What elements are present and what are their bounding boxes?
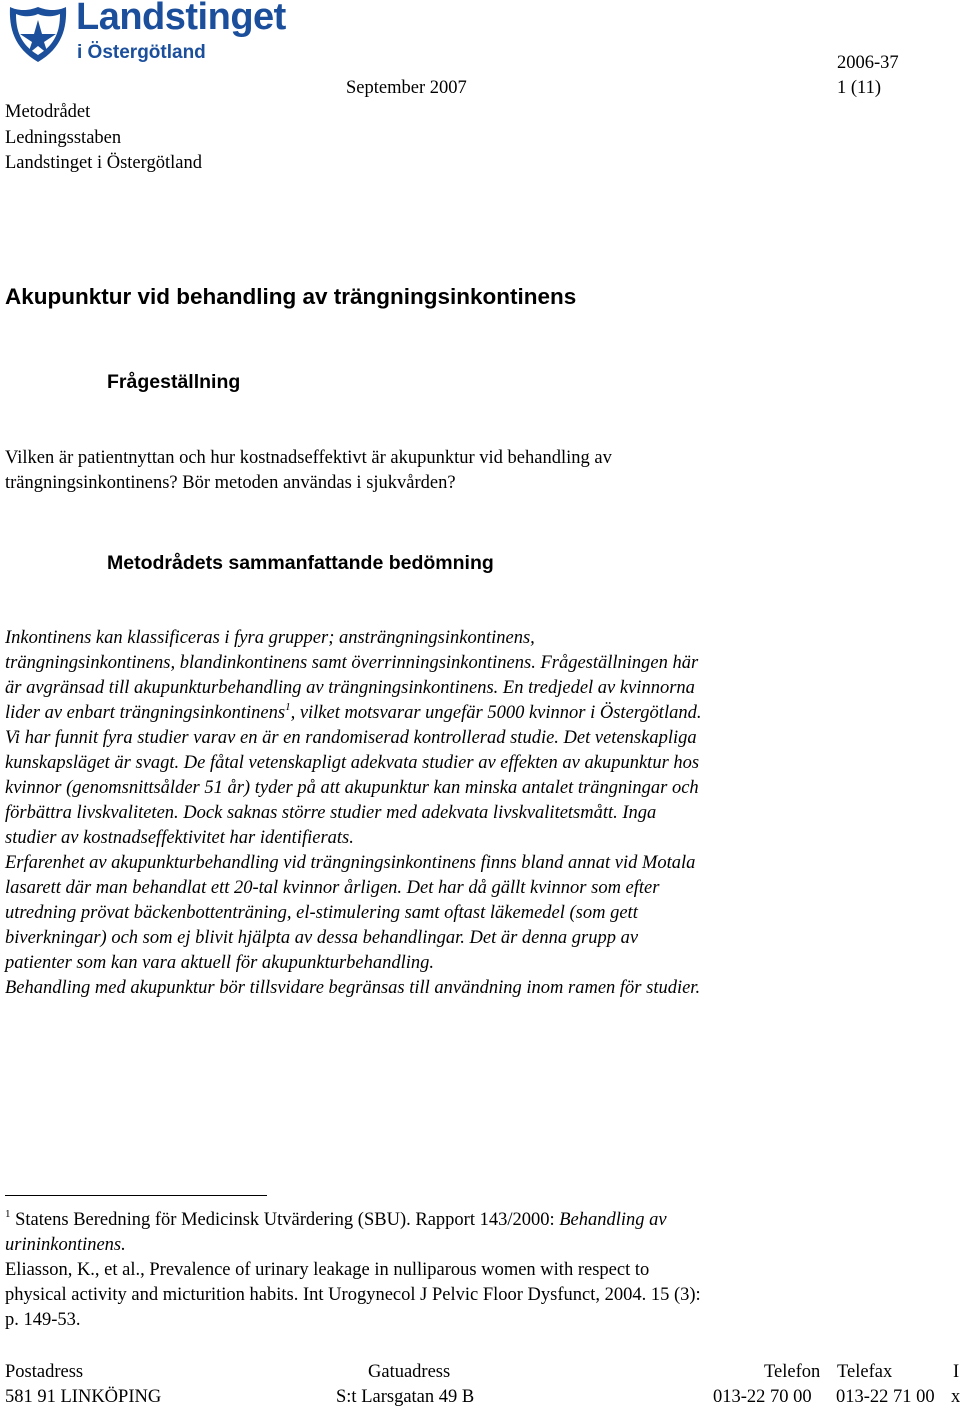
footnote-report-title: Behandling av bbox=[559, 1210, 667, 1230]
question-line: trängningsinkontinens? Bör metoden användas i sjukvården? bbox=[5, 473, 456, 493]
assessment-line: lasarett där man behandlat ett 20-tal kvinnor årligen. Det har då gällt kvinnor som efter bbox=[5, 878, 660, 898]
footnote-line: physical activity and micturition habits. Int Urogynecol J Pelvic Floor Dysfunct, 2004. 15 (3): bbox=[5, 1285, 701, 1305]
footer-label-street: Gatuadress bbox=[368, 1362, 451, 1382]
landstinget-emblem-icon bbox=[6, 4, 70, 64]
page-indicator: 1 (11) bbox=[837, 78, 882, 98]
footer-label-fax: Telefax bbox=[837, 1362, 893, 1382]
footnote-reference[interactable]: 1 bbox=[285, 700, 291, 713]
assessment-line: kunskapsläget är svagt. De fåtal vetenskapligt adekvata studier av effekten av akupunktur hos bbox=[5, 753, 700, 773]
assessment-line: studier av kostnadseffektivitet har identifierats. bbox=[5, 828, 354, 848]
footer-postal-address: 581 91 LINKÖPING bbox=[5, 1387, 162, 1407]
footer-street-address: S:t Larsgatan 49 B bbox=[336, 1387, 475, 1407]
assessment-heading: Metodrådets sammanfattande bedömning bbox=[107, 552, 494, 574]
assessment-line: förbättra livskvaliteten. Dock saknas större studier med adekvata livskvalitetsmått. Inga bbox=[5, 803, 657, 823]
footer-label-postal: Postadress bbox=[5, 1362, 84, 1382]
assessment-line: är avgränsad till akupunkturbehandling av trängningsinkontinens. En tredjedel av kvinnorna bbox=[5, 678, 695, 698]
footnote-text: Statens Beredning för Medicinsk Utvärdering (SBU). Rapport 143/2000: bbox=[10, 1210, 560, 1230]
assessment-line: Erfarenhet av akupunkturbehandling vid trängningsinkontinens finns bland annat vid Motala bbox=[5, 853, 696, 873]
footnote-line: Eliasson, K., et al., Prevalence of urinary leakage in nulliparous women with respect to bbox=[5, 1260, 650, 1280]
assessment-line: kvinnor (genomsnittsålder 51 år) tyder på att akupunktur kan minska antalet trängningar och bbox=[5, 778, 699, 798]
landstinget-logo bbox=[6, 0, 286, 68]
footnote-marker: 1 bbox=[5, 1207, 11, 1220]
document-title: Akupunktur vid behandling av trängningsinkontinens bbox=[5, 284, 577, 309]
assessment-line: Behandling med akupunktur bör tillsvidare begränsas till användning inom ramen för studier. bbox=[5, 978, 701, 998]
sender-line-1: Metodrådet bbox=[5, 102, 91, 122]
assessment-line: Vi har funnit fyra studier varav en är en randomiserad kontrollerad studie. Det vetenskapliga bbox=[5, 728, 697, 748]
footer-label-phone: Telefon bbox=[764, 1362, 821, 1382]
logo-wordmark: Landstinget bbox=[76, 0, 286, 38]
question-heading: Frågeställning bbox=[107, 371, 241, 393]
footer-label-cut: I bbox=[953, 1362, 960, 1382]
assessment-line: biverkningar) och som ej blivit hjälpta av dessa behandlingar. Det är denna grupp av bbox=[5, 928, 639, 948]
footnote-separator bbox=[5, 1195, 267, 1196]
sender-line-2: Ledningsstaben bbox=[5, 128, 122, 148]
logo-subtitle: i Östergötland bbox=[77, 42, 206, 63]
sender-line-3: Landstinget i Östergötland bbox=[5, 153, 202, 173]
question-line: Vilken är patientnyttan och hur kostnadseffektivt är akupunktur vid behandling av bbox=[5, 448, 612, 468]
assessment-line: Inkontinens kan klassificeras i fyra grupper; ansträngningsinkontinens, bbox=[5, 628, 535, 648]
footnote-line: p. 149-53. bbox=[5, 1310, 81, 1330]
footnote bbox=[5, 1208, 701, 1333]
assessment-line: trängningsinkontinens, blandinkontinens samt överrinningsinkontinens. Frågeställningen här bbox=[5, 653, 699, 673]
assessment-line bbox=[5, 701, 950, 726]
assessment-paragraph bbox=[5, 626, 950, 1001]
assessment-line: utredning prövat bäckenbottenträning, el-stimulering samt oftast läkemedel (som gett bbox=[5, 903, 638, 923]
footnote-line bbox=[5, 1208, 701, 1233]
footer-value-cut: x bbox=[951, 1387, 960, 1407]
footer-phone: 013-22 70 00 bbox=[713, 1387, 812, 1407]
document-number: 2006-37 bbox=[837, 53, 899, 73]
assessment-line: patienter som kan vara aktuell för akupunkturbehandling. bbox=[5, 953, 435, 973]
footnote-line: urininkontinens. bbox=[5, 1235, 126, 1255]
assessment-text: lider av enbart trängningsinkontinens bbox=[5, 703, 286, 723]
question-paragraph bbox=[5, 446, 945, 496]
document-date: September 2007 bbox=[346, 78, 467, 98]
assessment-text: , vilket motsvarar ungefär 5000 kvinnor i Östergötland. bbox=[290, 703, 702, 723]
footer-fax: 013-22 71 00 bbox=[836, 1387, 935, 1407]
